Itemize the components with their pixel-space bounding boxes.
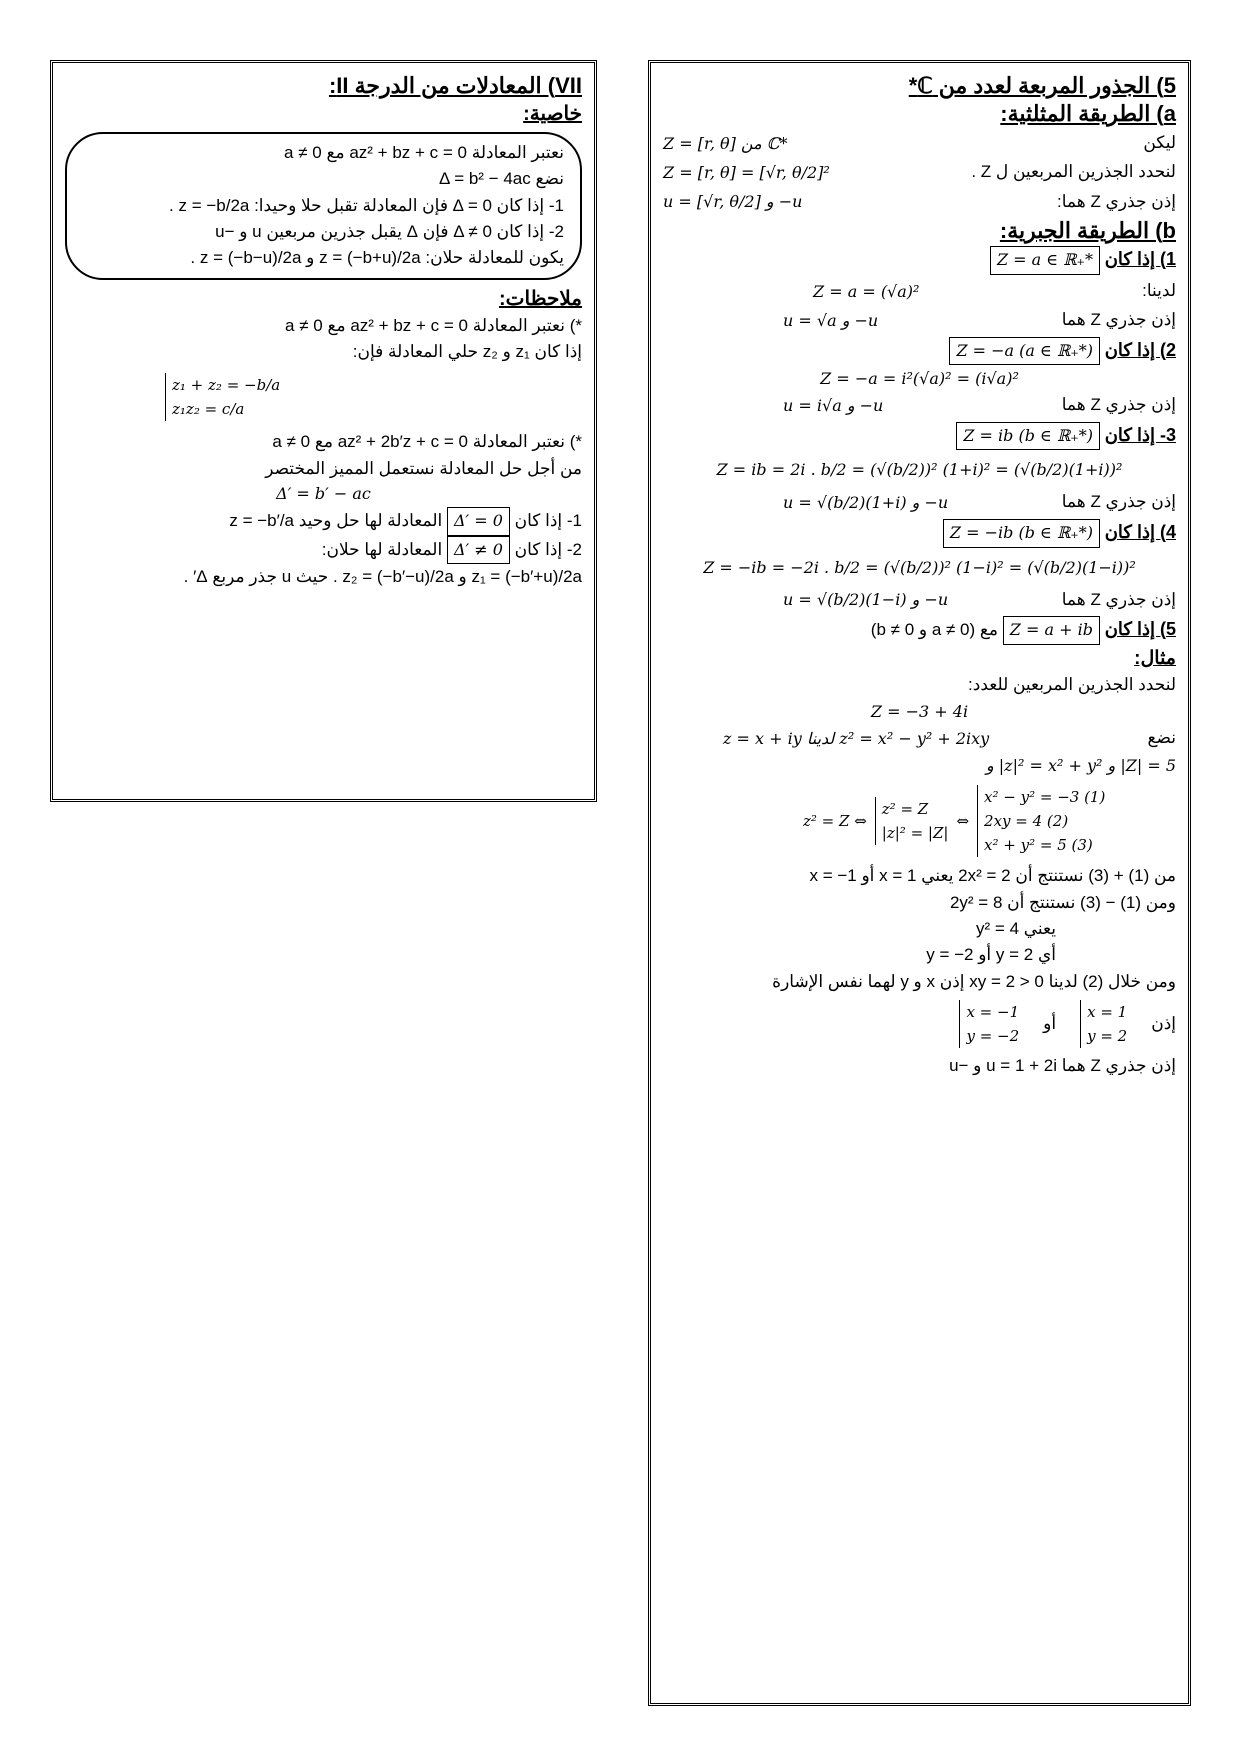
case-2-line-2: إذن جذري Z هما u = i√a و −u [783,395,1176,415]
heading-algebraic-method: b) الطريقة الجبرية: [999,218,1176,244]
right-column [648,60,1191,1706]
note-line-3: *) نعتبر المعادلة az² + 2b′z + c = 0 مع a ≠ 0 [272,432,582,452]
delta-prime-nonzero-box: Δ′ ≠ 0 [447,536,510,565]
note-line-4: من أجل حل المعادلة نستعمل المميز المختصر [265,458,582,478]
example-heading: مثال: [1134,647,1176,669]
example-line-6: ومن (1) − (3) نستنتج أن 2y² = 8 [949,892,1176,912]
case-1-line-1: لدينا: Z = a = (√a)² [813,280,1176,301]
case-1-box: Z = a ∈ ℝ₊* [990,246,1100,275]
left-column [50,60,597,802]
case-1-line-2: إذن جذري Z هما u = √a و −u [783,310,1176,330]
property-heading: خاصية: [523,103,582,125]
case-3-heading: 3- إذا كان Z = ib (b ∈ ℝ₊*) [663,422,1176,451]
trig-line-2: لنحدد الجذرين المربعين ل Z . Z = [r, θ] = [√r, θ/2]² [663,162,1176,183]
trig-line-1: ليكن Z = [r, θ] من ℂ* [663,133,1176,153]
case-2-heading: 2) إذا كان Z = −a (a ∈ ℝ₊*) [663,337,1176,366]
case-4-line-2: إذن جذري Z هما u = √(b/2)(1−i) و −u [783,589,1176,610]
case-2-box: Z = −a (a ∈ ℝ₊*) [949,337,1100,366]
note-line-5: Δ′ = b′ − ac [276,484,371,504]
note-line-2: إذا كان z₁ و z₂ حلي المعادلة فإن: [352,342,582,362]
example-line-11: إذن جذري Z هما u = 1 + 2i و −u [949,1055,1176,1075]
case-3-line-2: إذن جذري Z هما u = √(b/2)(1+i) و −u [783,492,1176,513]
heading-trigonometric-method: a) الطريقة المثلثية: [1000,101,1176,126]
case-2-line-1: Z = −a = i²(√a)² = (i√a)² [820,369,1019,389]
case-1-heading: 1) إذا كان Z = a ∈ ℝ₊* [663,246,1176,275]
example-line-2: Z = −3 + 4i [870,702,969,722]
solution-system-a: x = 1 y = 2 [1080,1000,1127,1048]
case-5-box: Z = a + ib [1003,616,1100,645]
example-line-1: لنحدد الجذرين المربعين للعدد: [968,674,1176,694]
system-1: z² = Z |z|² = |Z| [875,797,949,845]
case-3-box: Z = ib (b ∈ ℝ₊*) [956,422,1100,451]
case-3-line-1: Z = ib = 2i . b/2 = (√(b/2))² (1+i)² = (√(b/2)(1+i))² [716,460,1123,480]
note-line-1: *) نعتبر المعادلة az² + bz + c = 0 مع a ≠ 0 [285,315,582,335]
property-line-4: 2- إذا كان Δ ≠ 0 فإن Δ يقبل جذرين مربعين u و −u [215,222,564,242]
property-line-5: يكون للمعادلة حلان: z = (−b+u)/2a و z = (−b−u)/2a . [190,248,564,268]
note-line-7: 2- إذا كان Δ′ ≠ 0 المعادلة لها حلان: [65,536,582,565]
case-4-line-1: Z = −ib = −2i . b/2 = (√(b/2))² (1−i)² = (√(b/2)(1−i))² [703,557,1136,577]
vieta-system: z₁ + z₂ = −b/a z₁z₂ = c/a [65,371,582,423]
example-line-9: ومن خلال (2) لدينا xy = 2 > 0 إذن x و y لهما نفس الإشارة [772,971,1176,991]
section-title-square-roots: 5) الجذور المربعة لعدد من ℂ* [908,73,1176,98]
solution-system-b: x = −1 y = −2 [959,1000,1019,1048]
example-line-8: أي y = 2 أو y = −2 [926,945,1056,965]
trig-line-3: إذن جذري Z هما: u = [√r, θ/2] و −u [663,191,1176,212]
notes-heading: ملاحظات: [499,287,582,310]
section-title-quadratic: VII) المعادلات من الدرجة II: [328,73,582,98]
property-line-2: نضع Δ = b² − 4ac [439,169,564,189]
case-5-heading: 5) إذا كان Z = a + ib مع (a ≠ 0 و b ≠ 0) [663,616,1176,645]
example-line-10: إذن x = 1 y = 2 أو x = −1 y = −2 [663,998,1176,1050]
property-line-3: 1- إذا كان Δ = 0 فإن المعادلة تقبل حلا وحيدا: z = −b/2a . [169,195,564,215]
example-line-3: نضع z = x + iy لدينا z² = x² − y² + 2ixy [723,728,1176,748]
example-line-7: يعني y² = 4 [976,918,1056,938]
property-box [65,132,582,280]
note-line-6: 1- إذا كان Δ′ = 0 المعادلة لها حل وحيد z = −b′/a [65,507,582,536]
note-line-8: z₁ = (−b′+u)/2a و z₂ = (−b′−u)/2a . حيث u جذر مربع Δ′ . [183,567,582,587]
system-2: x² − y² = −3 (1) 2xy = 4 (2) x² + y² = 5 (3) [977,785,1105,857]
property-line-1: نعتبر المعادلة az² + bz + c = 0 مع a ≠ 0 [284,143,564,162]
example-line-5: من (1) + (3) نستنتج أن 2x² = 2 يعني x = 1 أو x = −1 [809,866,1176,886]
case-4-heading: 4) إذا كان Z = −ib (b ∈ ℝ₊*) [663,519,1176,548]
delta-prime-zero-box: Δ′ = 0 [447,507,510,536]
case-4-box: Z = −ib (b ∈ ℝ₊*) [943,519,1100,548]
example-line-4: و |z|² = x² + y² و |Z| = 5 [985,756,1176,776]
example-system: z² = Z ⇔ z² = Z |z|² = |Z| ⇔ x² − y² = −3 (1) 2xy = 4 (2) x² + y² = 5 (3) [803,783,1176,859]
